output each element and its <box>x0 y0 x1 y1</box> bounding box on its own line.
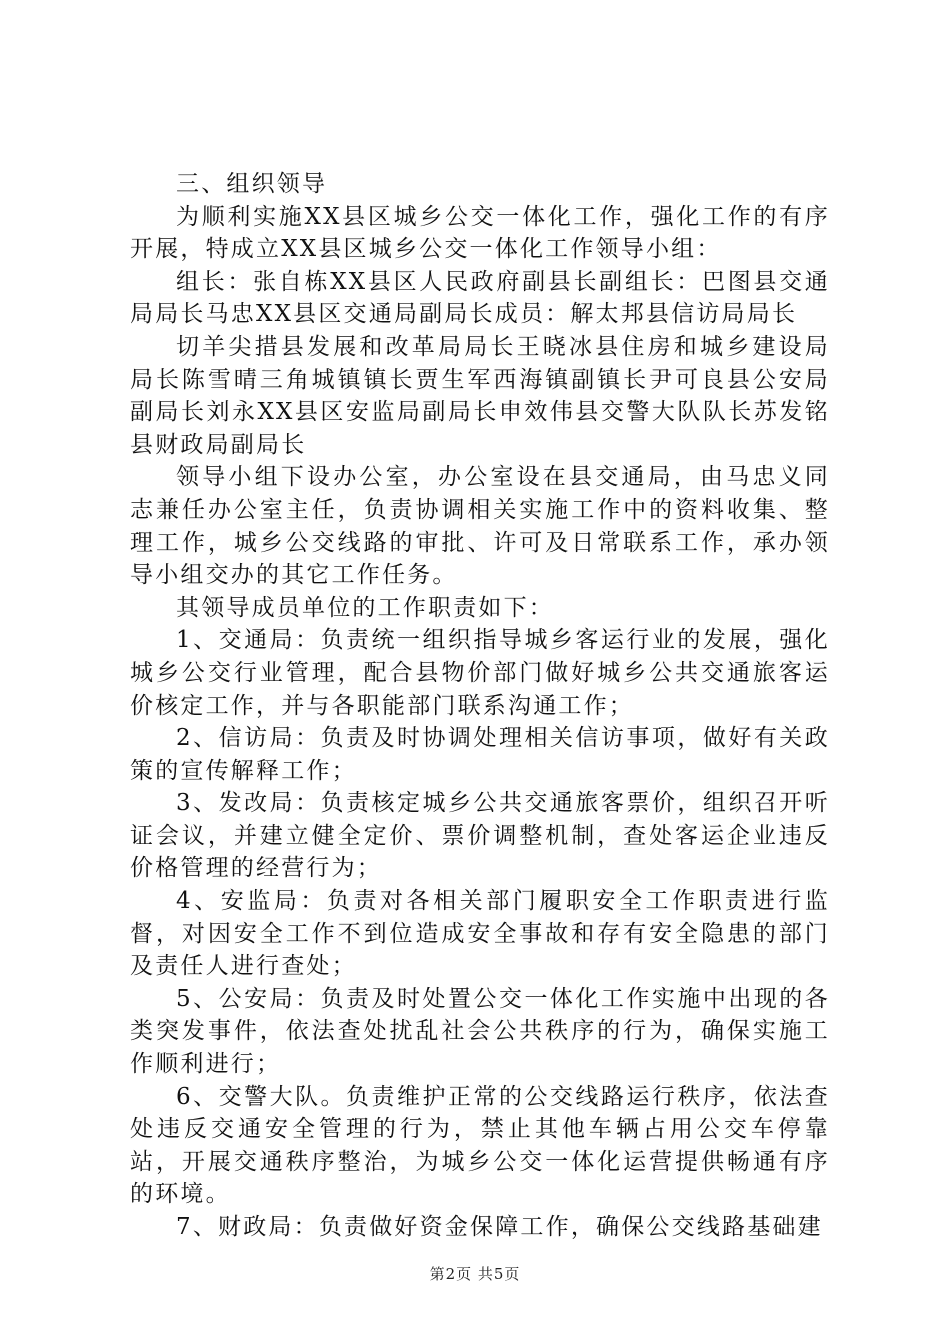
paragraph-office: 领导小组下设办公室，办公室设在县交通局，由马忠义同志兼任办公室主任，负责协调相关实施工作中的资料收集、整理工作，城乡公交线路的审批、许可及日常联系工作，承办领导小组交办的其它工作任务。 <box>130 464 830 589</box>
document-body <box>130 168 830 1244</box>
list-item: 3、发改局：负责核定城乡公共交通旅客票价，组织召开听证会议，并建立健全定价、票价调整机制，查处客运企业违反价格管理的经营行为； <box>130 790 830 882</box>
paragraph-members: 切羊尖措县发展和改革局局长王晓冰县住房和城乡建设局局长陈雪晴三角城镇镇长贾生军西海镇副镇长尹可良县公安局副局长刘永XX县区安监局副局长申效伟县交警大队队长苏发铭县财政局副局长 <box>130 333 830 458</box>
list-item: 5、公安局：负责及时处置公交一体化工作实施中出现的各类突发事件，依法查处扰乱社会公共秩序的行为，确保实施工作顺利进行； <box>130 985 830 1078</box>
list-item: 2、信访局：负责及时协调处理相关信访事项，做好有关政策的宣传解释工作； <box>130 725 830 784</box>
paragraph-duties-intro: 其领导成员单位的工作职责如下： <box>176 594 554 621</box>
list-item: 7、财政局：负责做好资金保障工作，确保公交线路基础建 <box>176 1214 823 1240</box>
paragraph-leaders: 组长：张自栋XX县区人民政府副县长副组长：巴图县交通局局长马忠XX县区交通局副局长成员：解太邦县信访局局长 <box>130 268 830 328</box>
list-item: 4、安监局：负责对各相关部门履职安全工作职责进行监督，对因安全工作不到位造成安全事故和存有安全隐患的部门及责任人进行查处； <box>130 888 830 980</box>
list-item: 6、交警大队。负责维护正常的公交线路运行秩序，依法查处违反交通安全管理的行为，禁止其他车辆占用公交车停靠站，开展交通秩序整治，为城乡公交一体化运营提供畅通有序的环境。 <box>130 1083 830 1208</box>
section-heading: 三、组织领导 <box>176 171 328 197</box>
paragraph-intro: 为顺利实施XX县区城乡公交一体化工作，强化工作的有序开展，特成立XX县区城乡公交一体化工作领导小组： <box>130 203 830 263</box>
list-item: 1、交通局：负责统一组织指导城乡客运行业的发展，强化城乡公交行业管理，配合县物价部门做好城乡公共交通旅客运价核定工作，并与各职能部门联系沟通工作； <box>130 627 830 719</box>
page-number-footer: 第2页 共5页 <box>429 1265 521 1283</box>
